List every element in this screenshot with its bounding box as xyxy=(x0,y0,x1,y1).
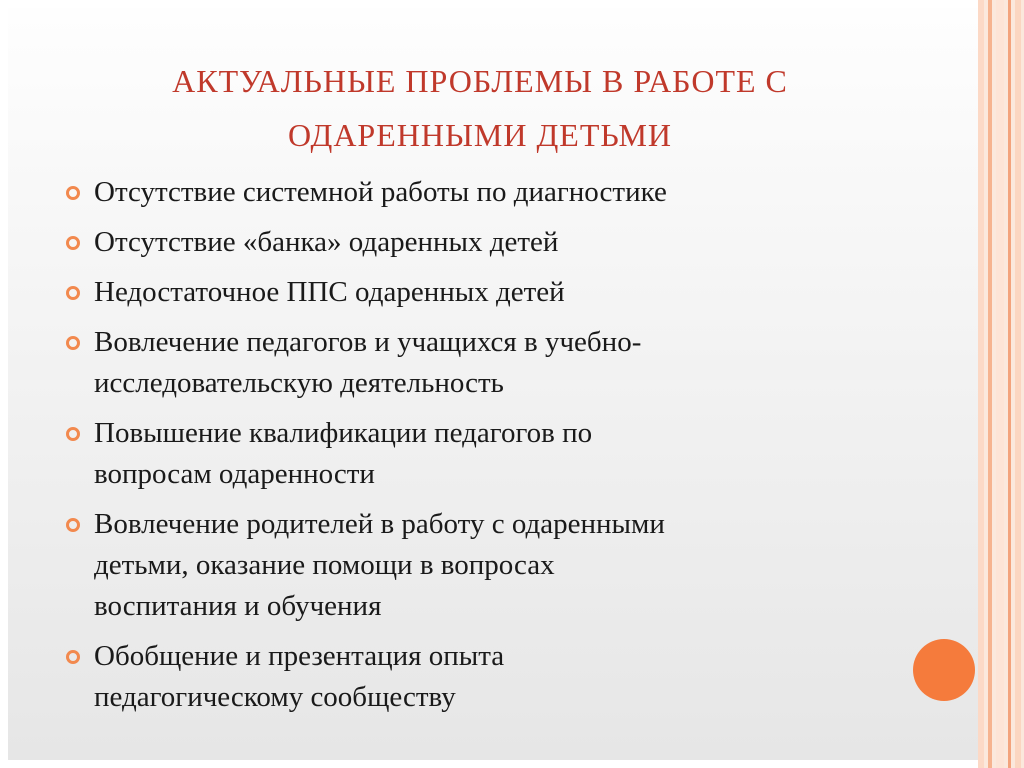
bullet-line: вопросам одаренности xyxy=(94,458,375,490)
ring-bullet-icon xyxy=(66,286,80,300)
ring-bullet-icon xyxy=(66,427,80,441)
bullet-line: Отсутствие системной работы по диагностике xyxy=(94,176,667,208)
ring-bullet-icon xyxy=(66,336,80,350)
bullet-text xyxy=(94,272,900,313)
bullet-line: Повышение квалификации педагогов по xyxy=(94,417,593,449)
stripe xyxy=(1008,0,1011,768)
orange-circle-icon xyxy=(913,639,975,701)
bullet-item xyxy=(60,413,900,495)
bullet-item xyxy=(60,504,900,627)
bullet-line: детьми, оказание помощи в вопросах xyxy=(94,549,555,581)
stripe xyxy=(978,0,984,768)
bullet-line: Вовлечение родителей в работу с одаренными xyxy=(94,508,665,540)
ring-bullet-icon xyxy=(66,650,80,664)
bullet-line: Недостаточное ППС одаренных детей xyxy=(94,276,565,308)
decorative-side-stripes xyxy=(978,0,1024,768)
ring-bullet-icon xyxy=(66,186,80,200)
bullet-text xyxy=(94,222,900,263)
stripe xyxy=(996,0,1004,768)
stripe xyxy=(1015,0,1021,768)
bullet-item xyxy=(60,322,900,404)
bullet-text xyxy=(94,322,900,404)
bullet-item xyxy=(60,172,900,213)
bullet-line: Обобщение и презентация опыта xyxy=(94,640,505,672)
bullet-item xyxy=(60,636,900,718)
ring-bullet-icon xyxy=(66,518,80,532)
ring-bullet-icon xyxy=(66,236,80,250)
slide-title xyxy=(40,54,920,162)
bullet-line: исследовательскую деятельность xyxy=(94,367,504,399)
bullet-item xyxy=(60,222,900,263)
bullet-list xyxy=(60,172,900,727)
bullet-line: Отсутствие «банка» одаренных детей xyxy=(94,226,559,258)
bullet-text xyxy=(94,172,900,213)
bullet-line: педагогическому сообществу xyxy=(94,681,456,713)
title-line: АКТУАЛЬНЫЕ ПРОБЛЕМЫ В РАБОТЕ С xyxy=(172,63,788,99)
title-line: ОДАРЕННЫМИ ДЕТЬМИ xyxy=(287,117,673,153)
bullet-text xyxy=(94,504,900,627)
bullet-line: Вовлечение педагогов и учащихся в учебно- xyxy=(94,326,642,358)
stripe xyxy=(988,0,992,768)
bullet-text xyxy=(94,413,900,495)
bullet-line: воспитания и обучения xyxy=(94,590,382,622)
bullet-text xyxy=(94,636,900,718)
bullet-item xyxy=(60,272,900,313)
